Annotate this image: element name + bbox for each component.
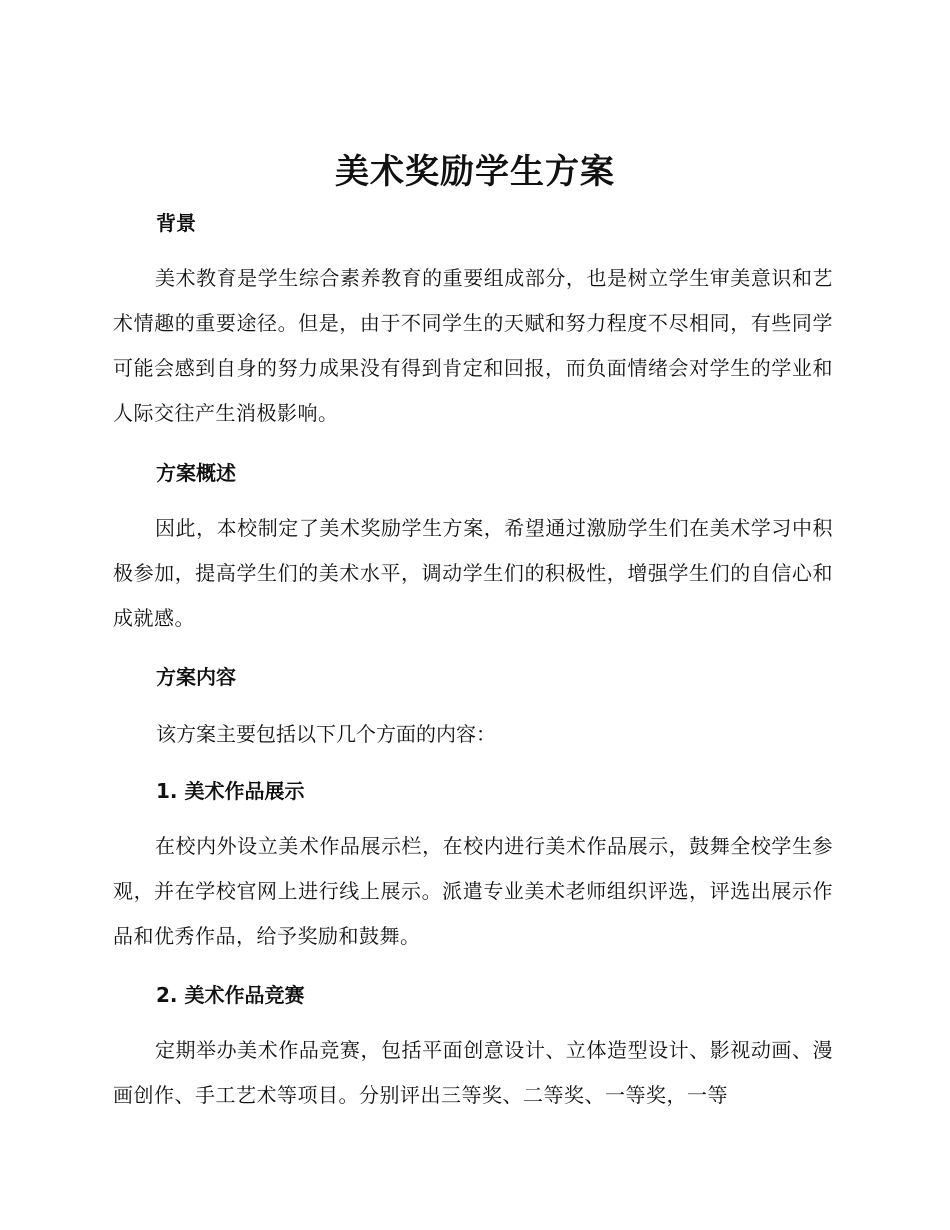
section-heading-overview: 方案概述	[156, 461, 236, 485]
section-heading-background: 背景	[156, 211, 196, 235]
paragraph-item1: 在校内外设立美术作品展示栏，在校内进行美术作品展示，鼓舞全校学生参观，并在学校官网上进行线上展示。派遣专业美术老师组织评选，评选出展示作品和优秀作品，给予奖励和鼓舞。	[113, 834, 833, 948]
paragraph-overview: 因此，本校制定了美术奖励学生方案，希望通过激励学生们在美术学习中积极参加，提高学生们的美术水平，调动学生们的积极性，增强学生们的自信心和成就感。	[113, 516, 833, 630]
section-heading-item1: 1. 美术作品展示	[156, 779, 305, 803]
section-heading-item2: 2. 美术作品竞赛	[156, 983, 305, 1007]
section-heading-content: 方案内容	[156, 665, 236, 689]
paragraph-content-intro: 该方案主要包括以下几个方面的内容：	[156, 722, 496, 746]
paragraph-background: 美术教育是学生综合素养教育的重要组成部分，也是树立学生审美意识和艺术情趣的重要途径。但是，由于不同学生的天赋和努力程度不尽相同，有些同学可能会感到自身的努力成果没有得到肯定和回报，而负面情绪会对学生的学业和人际交往产生消极影响。	[113, 266, 833, 425]
document-title: 美术奖励学生方案	[335, 152, 615, 192]
paragraph-item2: 定期举办美术作品竞赛，包括平面创意设计、立体造型设计、影视动画、漫画创作、手工艺术等项目。分别评出三等奖、二等奖、一等奖，一等	[113, 1038, 833, 1107]
